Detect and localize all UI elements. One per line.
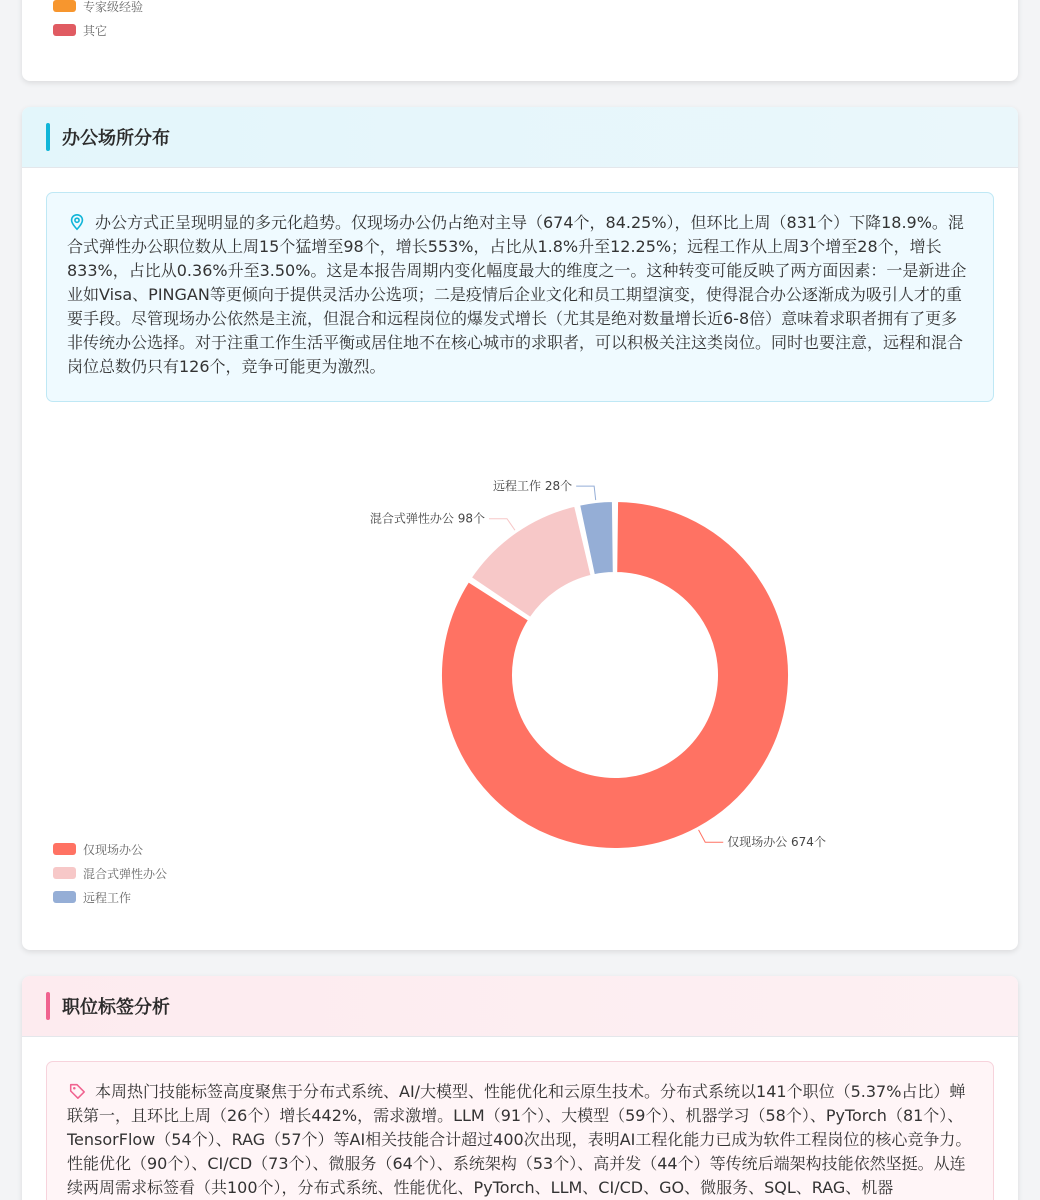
data-label-remote: 远程工作 28个	[493, 479, 573, 494]
legend-item-remote[interactable]	[53, 889, 131, 905]
legend-label: 专家级经验	[83, 0, 144, 14]
insight-text: 办公方式正呈现明显的多元化趋势。仅现场办公仍占绝对主导（674个，84.25%），但环比上周（831个）下降18.9%。混合式弹性办公职位数从上周15个猛增至98个，增长553%，占比从1.8%升至12.25%；远程工作从上周3个增至28个，增长833%，占比从0.36%升至3.50%。这是本报告周期内变化幅度最大的维度之一。这种转变可能反映了两方面因素：一是新进企业如Visa、PINGAN等更倾向于提供灵活办公选项；二是疫情后企业文化和员工期望演变，使得混合办公逐渐成为吸引人才的重要手段。尽管现场办公依然是主流，但混合和远程岗位的爆发式增长（尤其是绝对数量增长近6-8倍）意味着求职者拥有了更多非传统办公选择。对于注重工作生活平衡或居住地不在核心城市的求职者，可以积极关注这类岗位。同时也要注意，远程和混合岗位总数仍只有126个，竞争可能更为激烈。	[67, 213, 967, 376]
data-label-onsite: 仅现场办公 674个	[727, 835, 826, 850]
legend-swatch	[53, 843, 76, 855]
insight-text: 本周热门技能标签高度聚焦于分布式系统、AI/大模型、性能优化和云原生技术。分布式系统以141个职位（5.37%占比）蝉联第一，且环比上周（26个）增长442%，需求激增。LLM（91个）、大模型（59个）、机器学习（58个）、PyTorch（81个）、TensorFlow（54个）、RAG（57个）等AI相关技能合计超过400次出现，表明AI工程化能力已成为软件工程岗位的核心竞争力。性能优化（90个）、CI/CD（73个）、微服务（64个）、系统架构（53个）、高并发（44个）等传统后端架构技能依然坚挺。从连续两周需求标签看（共100个），分布式系统、性能优化、PyTorch、LLM、CI/CD、GO、微服务、SQL、RAG、机器	[67, 1082, 972, 1197]
tag-icon	[67, 1082, 87, 1100]
job-tags-card	[22, 976, 1018, 1200]
label-leader-line	[489, 519, 515, 531]
legend-label: 混合式弹性办公	[83, 866, 168, 881]
office-donut-chart	[22, 107, 1018, 950]
legend-swatch	[53, 891, 76, 903]
legend-item-hybrid[interactable]	[53, 865, 167, 881]
legend-item-expert[interactable]	[53, 0, 143, 14]
header-accent-bar	[46, 992, 50, 1020]
section-title: 办公场所分布	[62, 128, 170, 149]
legend-label: 仅现场办公	[83, 842, 144, 857]
legend-label: 其它	[83, 23, 108, 38]
experience-chart-card	[22, 0, 1018, 81]
data-label-hybrid: 混合式弹性办公 98个	[369, 511, 485, 526]
legend-swatch	[53, 867, 76, 879]
section-title: 职位标签分析	[62, 997, 170, 1018]
label-leader-line	[576, 486, 596, 500]
label-leader-line	[699, 830, 724, 842]
legend-item-other[interactable]	[53, 22, 107, 38]
legend-swatch	[53, 0, 76, 12]
legend-item-onsite[interactable]	[53, 841, 143, 857]
section-header	[22, 976, 1018, 1037]
insight-box	[46, 1061, 994, 1200]
office-distribution-card	[22, 107, 1018, 950]
legend-swatch	[53, 24, 76, 36]
legend-label: 远程工作	[83, 890, 132, 905]
